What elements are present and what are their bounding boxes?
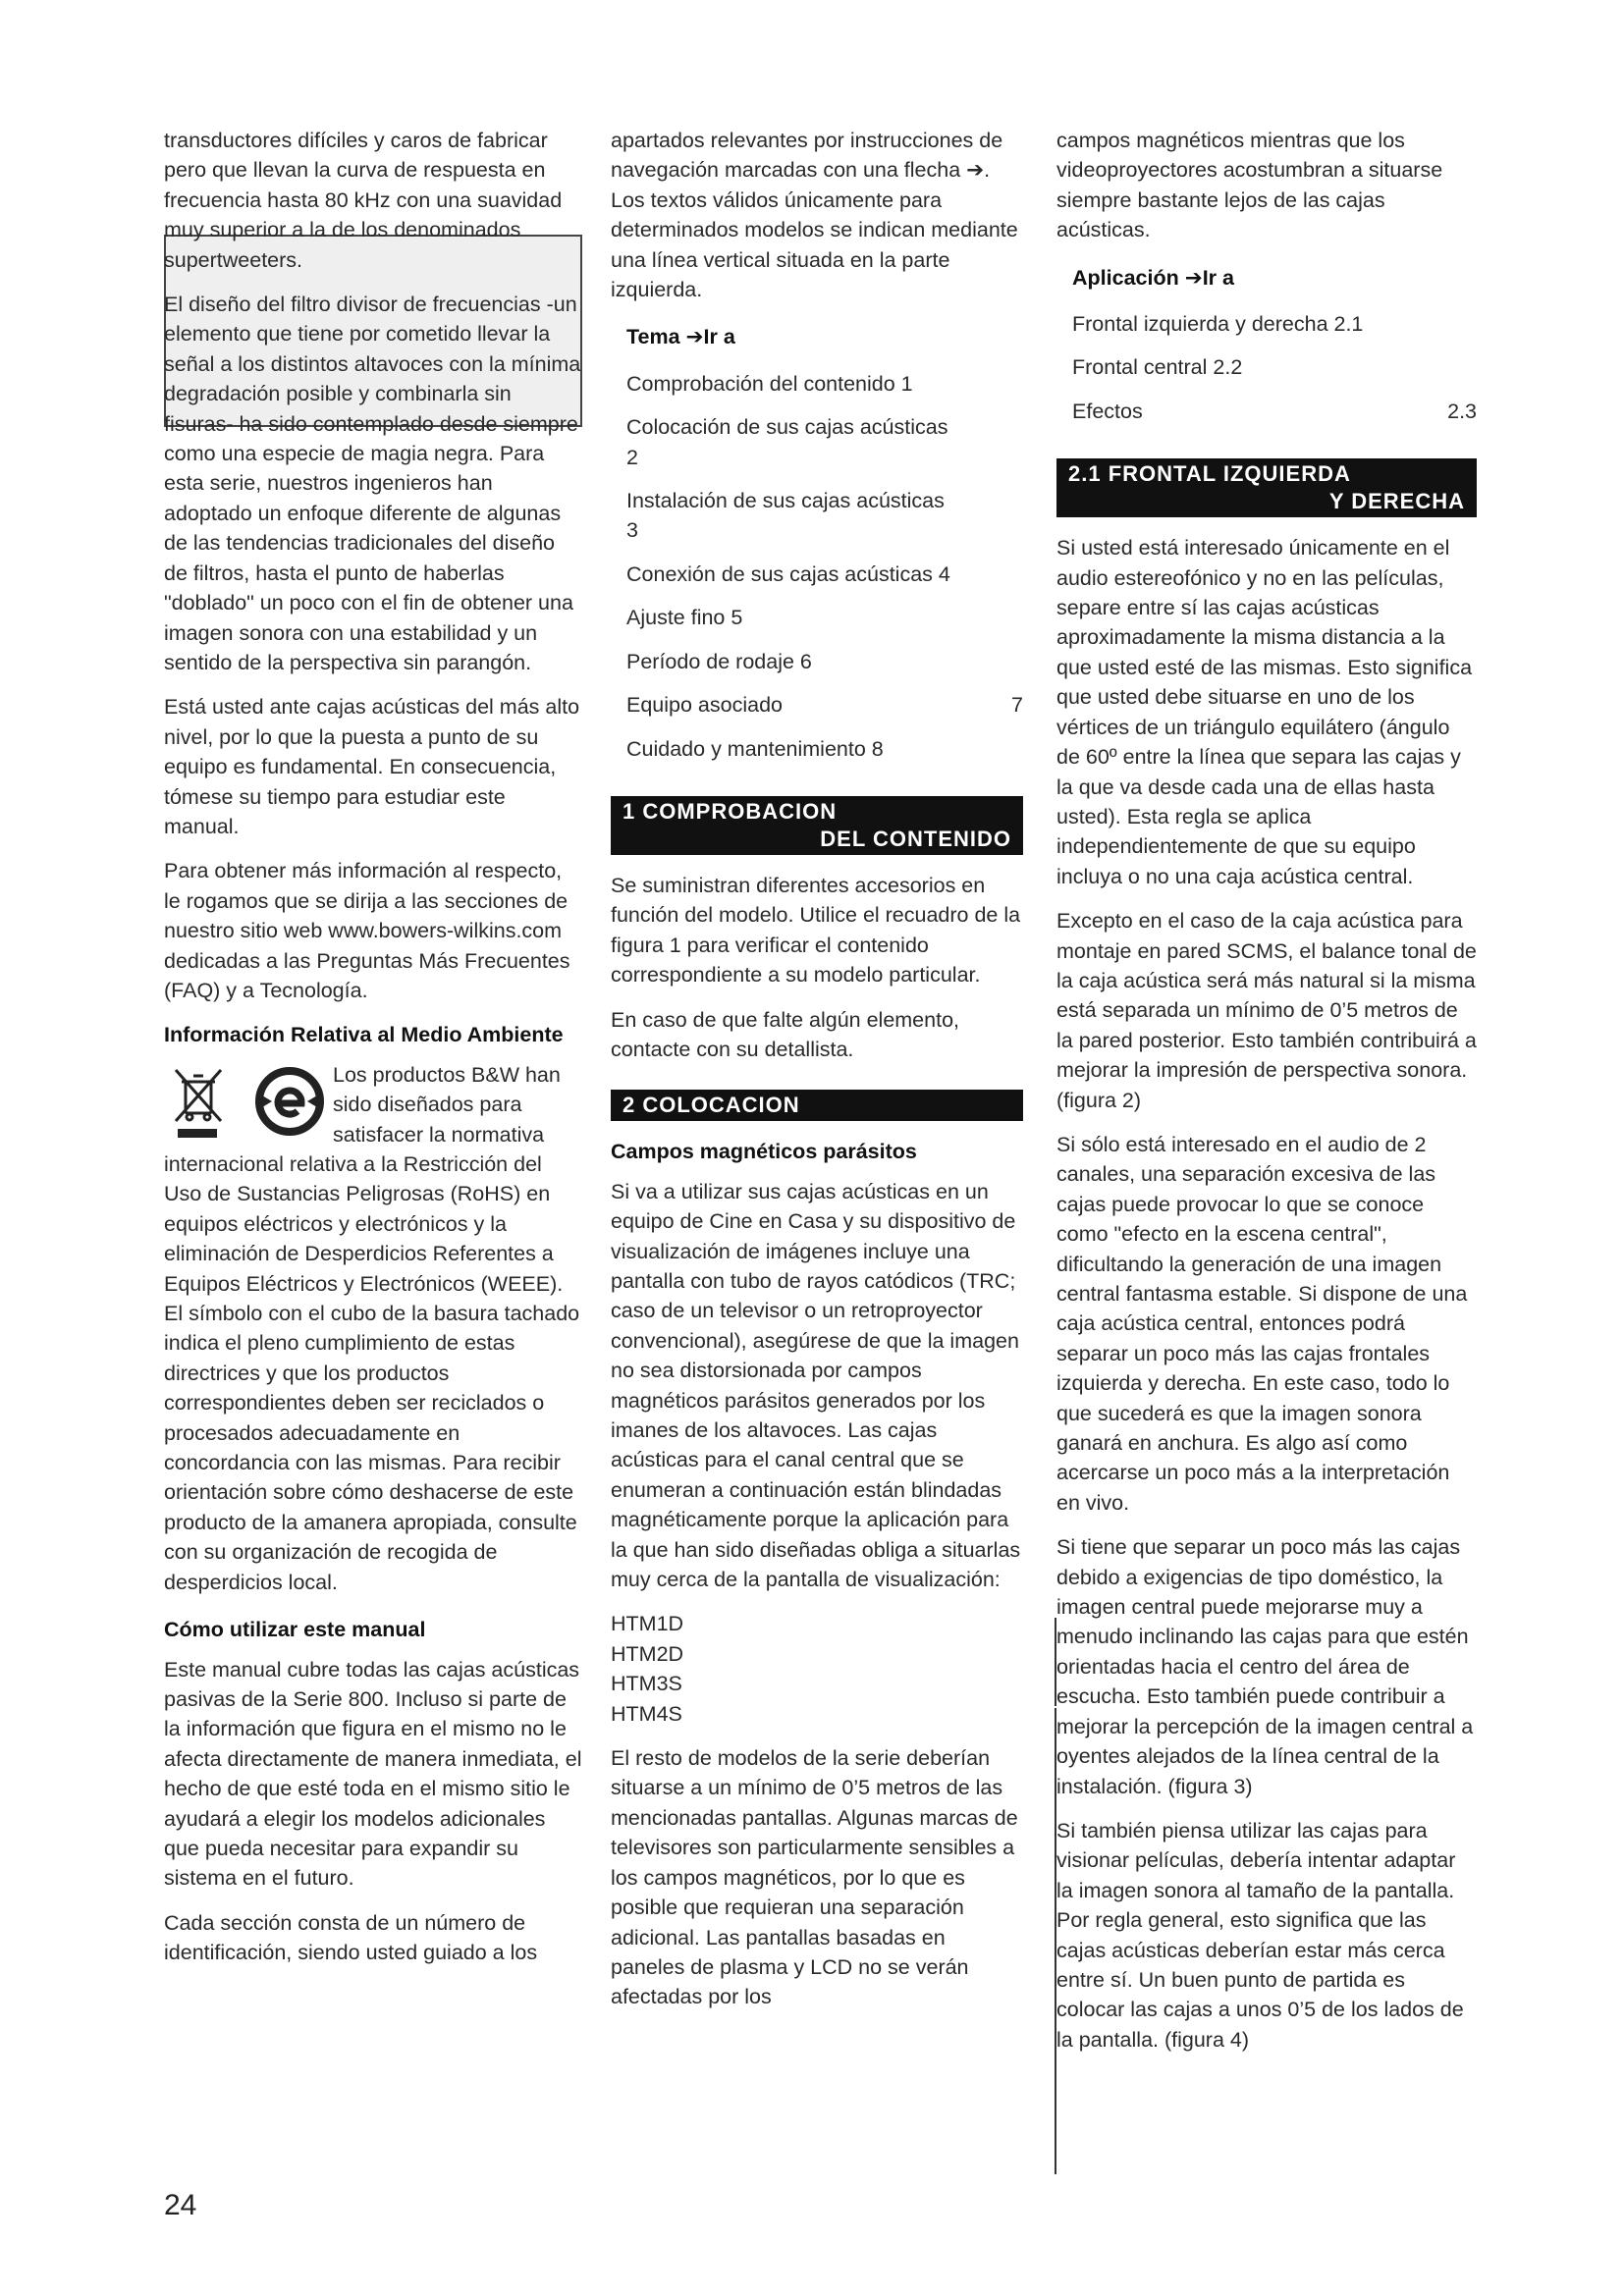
section-bar-title: 2.1 FRONTAL IZQUIERDA xyxy=(1068,461,1351,487)
table-row xyxy=(626,362,1023,405)
column-3 xyxy=(1056,126,1477,2069)
paragraph: apartados relevantes por instrucciones de navegación marcadas con una flecha ➔. Los textos válidos únicamente para determinados modelos se indican mediante una línea vertical situada en la parte izquierda. xyxy=(611,129,1018,302)
model-item: HTM2D xyxy=(611,1641,684,1666)
table-row xyxy=(626,405,1023,479)
table-row xyxy=(626,727,1023,771)
table-row xyxy=(1072,390,1477,433)
section-bar-title: DEL CONTENIDO xyxy=(820,826,1011,851)
topic-table xyxy=(611,362,1023,771)
paragraph: Este manual cubre todas las cajas acústicas pasivas de la Serie 800. Incluso si parte de la información que figura en el mismo no le afecta directamente de manera inmediata, el hecho de que esté toda en el mismo sitio le ayudará a elegir los modelos adicionales que pueda necesitar para expandir su sistema en el futuro. xyxy=(164,1657,582,1891)
column-1 xyxy=(164,126,582,1983)
paragraph: Excepto en el caso de la caja acústica para montaje en pared SCMS, el balance tonal de la caja acústica será más natural si la misma está separada un mínimo de 0’5 metros de la pared posterior. Esto también contribuirá a mejorar la impresión de perspectiva sonora. (figura 2) xyxy=(1056,909,1477,1112)
section-bar-title: 1 COMPROBACION xyxy=(623,798,838,824)
table-row-page xyxy=(954,647,1023,676)
paragraph: Si usted está interesado únicamente en el audio estereofónico y no en las películas, separe entre sí las cajas acústicas aproximadamente la misma distancia a la que usted esté de las mismas. Esto significa que usted debe situarse en uno de los vértices de un triángulo equilátero (ángulo de 60º entre la línea que separa las cajas y la que va desde cada una de ellas hasta usted). Esta regla se aplica independientemente de que su equipo incluya o no una caja acústica central. xyxy=(1056,536,1473,888)
table-row-page: 2.3 xyxy=(1447,399,1477,423)
section-bar-title: Y DERECHA xyxy=(1328,489,1465,514)
paragraph: Cada sección consta de un número de identificación, siendo usted guiado a los xyxy=(164,1910,538,1965)
table-row-page xyxy=(954,560,1023,589)
paragraph: internacional relativa a la Restricción del Uso de Sustancias Peligrosas (RoHS) en equipos eléctricos y electrónicos y la eliminación de Desperdicios Referentes a Equipos Eléctricos y Electrónicos (WEEE). El símbolo con el cubo de la basura tachado indica el pleno cumplimiento de estas directrices y que los productos correspondientes deben ser reciclados o procesados adecuadamente en concordancia con las mismas. Para recibir orientación sobre cómo deshacerse de este producto de la amanera apropiada, consulte con su organización de recogida de desperdicios local. xyxy=(164,1152,580,1594)
paragraph: Si tiene que separar un poco más las cajas debido a exigencias de tipo doméstico, la imagen central puede mejorarse muy a menudo inclinando las cajas para que estén orientadas hacia el centro del área de escucha. Esto también puede contribuir a mejorar la percepción de la imagen central a oyentes alejados de la línea central de la instalación. (figura 3) xyxy=(1056,1535,1474,1798)
table-row-page xyxy=(954,412,1023,472)
paragraph: campos magnéticos mientras que los videoproyectores acostumbran a situarse siempre bastante lejos de las cajas acústicas. xyxy=(1056,129,1443,242)
table-row xyxy=(626,479,1023,553)
section-bar-title: 2 COLOCACION xyxy=(623,1093,800,1118)
paragraph: En caso de que falte algún elemento, contacte con su detallista. xyxy=(611,1007,960,1061)
paragraph: Si va a utilizar sus cajas acústicas en un equipo de Cine en Casa y su dispositivo de visualización de imágenes incluye una pantalla con tubo de rayos catódicos (TRC; caso de un televisor o un retroproyector convencional), asegúrese de que la imagen no sea distorsionada por campos magnéticos parásitos generados por los imanes de los altavoces. Las cajas acústicas para el canal central que se enumeran a continuación están blindadas magnéticamente porque la aplicación para la que han sido diseñadas obliga a situarlas muy cerca de la pantalla de visualización: xyxy=(611,1179,1021,1592)
environment-block xyxy=(164,1060,582,1149)
table-row xyxy=(626,640,1023,683)
table-row-label: Efectos xyxy=(1072,399,1143,423)
table-row xyxy=(1072,302,1477,346)
rohs-e-icon xyxy=(254,1066,325,1137)
table-row-label: Frontal izquierda y derecha 2.1 xyxy=(1072,312,1364,337)
table-row xyxy=(626,683,1023,726)
table-row-label: Instalación de sus cajas acústicas 3 xyxy=(626,489,945,543)
table-row-label: Comprobación del contenido 1 xyxy=(626,371,913,396)
table-row xyxy=(626,596,1023,639)
model-item: HTM4S xyxy=(611,1701,682,1726)
table-row-label: Colocación de sus cajas acústicas 2 xyxy=(626,415,948,469)
environment-icons xyxy=(164,1060,333,1148)
table-row xyxy=(1072,346,1477,389)
table-row-label: Equipo asociado xyxy=(626,693,783,718)
paragraph: Si sólo está interesado en el audio de 2 canales, una separación excesiva de las cajas puede provocar lo que se conoce como "efecto en la escena central", dificultando la generación de una imagen central fantasma estable. Si dispone de una caja acústica central, entonces podrá separar un poco más las cajas frontales izquierda y derecha. En este caso, todo lo que sucederá es que la imagen sonora ganará en anchura. Es algo así como acercarse un poco más a la interpretación en vivo. xyxy=(1056,1132,1468,1515)
application-table xyxy=(1056,302,1477,433)
table-row-label: Frontal central 2.2 xyxy=(1072,355,1243,380)
section-bar-2 xyxy=(611,1090,1023,1121)
heading-environment: Información Relativa al Medio Ambiente xyxy=(164,1023,564,1047)
paragraph: Está usted ante cajas acústicas del más alto nivel, por lo que la puesta a punto de su equipo es fundamental. En consecuencia, tómese su tiempo para estudiar este manual. xyxy=(164,695,580,838)
paragraph: El diseño del filtro divisor de frecuencias -un elemento que tiene por cometido llevar la señal a los distintos altavoces con la mínima degradación posible y combinarla sin fisuras- ha sido contemplado desde siempre como una especie de magia negra. Para esta serie, nuestros ingenieros han adoptado un enfoque diferente de algunas de las tendencias tradicionales del diseño de filtros, hasta el punto de haberlas "doblado" un poco con el fin de obtener una imagen sonora con una estabilidad y un sentido de la perspectiva sin parangón. xyxy=(164,293,581,674)
table-row-page xyxy=(954,734,1023,764)
table-row-page xyxy=(1408,309,1477,339)
heading-magnetic: Campos magnéticos parásitos xyxy=(611,1140,917,1164)
heading-how-to-use: Cómo utilizar este manual xyxy=(164,1618,426,1642)
topic-table-heading: Tema ➔Ir a xyxy=(626,325,735,349)
table-row-page: 7 xyxy=(1011,693,1023,718)
paragraph: Si también piensa utilizar las cajas para visionar películas, debería intentar adaptar la imagen sonora al tamaño de la pantalla. Por regla general, esto significa que las cajas acústicas deberían estar más cerca entre sí. Un buen punto de partida es colocar las cajas a unos 0’5 de los lados de la pantalla. (figura 4) xyxy=(1056,1818,1464,2052)
table-row-page xyxy=(954,603,1023,632)
model-list xyxy=(611,1609,1023,1729)
table-row-page xyxy=(1408,352,1477,382)
section-bar-1 xyxy=(611,796,1023,855)
environment-lead: Los productos B&W han sido diseñados para satisfacer la normativa xyxy=(333,1062,561,1147)
model-item: HTM3S xyxy=(611,1672,682,1696)
section-bar-2-1 xyxy=(1056,458,1477,517)
table-row-label: Conexión de sus cajas acústicas 4 xyxy=(626,561,950,586)
table-row-page xyxy=(954,369,1023,399)
page-number: 24 xyxy=(164,2189,197,2221)
table-row-label: Período de rodaje 6 xyxy=(626,649,812,673)
column-2 xyxy=(611,126,1023,2027)
application-table-heading: Aplicación ➔Ir a xyxy=(1072,265,1234,290)
paragraph: transductores difíciles y caros de fabricar pero que llevan la curva de respuesta en frecuencia hasta 80 kHz con una suavidad muy superior a la de los denominados supertweeters. xyxy=(164,129,563,272)
table-row-label: Ajuste fino 5 xyxy=(626,606,743,630)
table-row xyxy=(626,553,1023,596)
paragraph: El resto de modelos de la serie deberían situarse a un mínimo de 0’5 metros de las mencionadas pantallas. Algunas marcas de televisores son particularmente sensibles a los campos magnéticos, por lo que es posible que requieran una separación adicional. Las pantallas basadas en paneles de plasma y LCD no se verán afectadas por los xyxy=(611,1746,1018,2009)
model-item: HTM1D xyxy=(611,1612,684,1636)
paragraph: Se suministran diferentes accesorios en función del modelo. Utilice el recuadro de la figura 1 para verificar el contenido correspondiente a su modelo particular. xyxy=(611,873,1021,988)
table-row-label: Cuidado y mantenimiento 8 xyxy=(626,736,884,761)
paragraph: Para obtener más información al respecto, le rogamos que se dirija a las secciones de nuestro sitio web www.bowers-wilkins.com dedicadas a las Preguntas Más Frecuentes (FAQ) y a Tecnología. xyxy=(164,859,570,1002)
table-row-page xyxy=(954,486,1023,546)
